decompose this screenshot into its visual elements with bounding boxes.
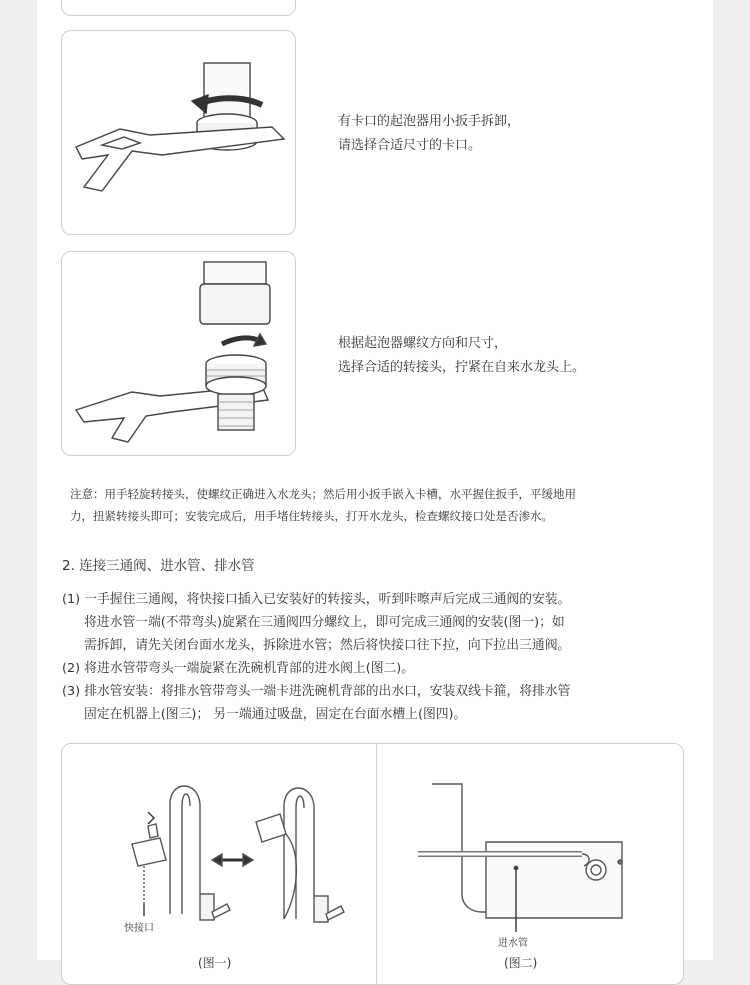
caution-note	[70, 483, 680, 527]
list-item-1-line-1: (1) 一手握住三通阀，将快接口插入已安装好的转接头，听到咔嚓声后完成三通阀的安装。	[62, 592, 571, 607]
figure-panel	[61, 743, 684, 985]
figures-drawing	[62, 744, 683, 984]
previous-step-panel	[61, 0, 296, 16]
figure-1-caption: (图一)	[198, 956, 232, 970]
list-item-1-line-3: 需拆卸，请先关闭台面水龙头，拆除进水管；然后将快接口往下拉，向下拉出三通阀。	[84, 638, 571, 653]
step-1-line-1: 有卡口的起泡器用小扳手拆卸，	[338, 114, 521, 129]
wrench-aerator-drawing	[62, 31, 295, 234]
list-item-3-line-2: 固定在机器上(图三)； 另一端通过吸盘，固定在台面水槽上(图四)。	[84, 707, 467, 722]
inlet-hose-callout: 进水管	[498, 938, 528, 949]
list-item-1-line-2: 将进水管一端(不带弯头)旋紧在三通阀四分螺纹上，即可完成三通阀的安装(图一)；如	[84, 615, 565, 630]
figure-divider	[376, 744, 377, 984]
step-2-text	[338, 332, 585, 380]
step-illustration-adapter	[61, 251, 296, 456]
step-1-text	[338, 110, 520, 158]
note-line-1: 注意：用手轻旋转接头，使螺纹正确进入水龙头；然后用小扳手嵌入卡槽，水平握住扳手，平缓地用	[70, 487, 576, 501]
list-item-1	[62, 588, 682, 657]
figure-2-caption: (图二)	[504, 956, 538, 970]
adapter-drawing	[62, 252, 295, 455]
step-illustration-wrench	[61, 30, 296, 235]
quick-connector-callout: 快接口	[124, 923, 154, 934]
list-item-2-line-1: (2) 将进水管带弯头一端旋紧在洗碗机背部的进水阀上(图二)。	[62, 661, 415, 676]
instruction-list	[62, 588, 682, 726]
step-1-line-2: 请选择合适尺寸的卡口。	[338, 138, 482, 153]
list-item-2	[62, 657, 682, 680]
list-item-3-line-1: (3) 排水管安装：将排水管带弯头一端卡进洗碗机背部的出水口，安装双线卡箍，将排水管	[62, 684, 571, 699]
step-2-line-2: 选择合适的转接头，拧紧在自来水龙头上。	[338, 360, 586, 375]
step-2-line-1: 根据起泡器螺纹方向和尺寸，	[338, 336, 508, 351]
note-line-2: 力，扭紧转接头即可；安装完成后，用手堵住转接头，打开水龙头，检查螺纹接口处是否渗水。	[70, 509, 553, 523]
section-title: 2. 连接三通阀、进水管、排水管	[62, 558, 255, 574]
list-item-3	[62, 680, 682, 726]
